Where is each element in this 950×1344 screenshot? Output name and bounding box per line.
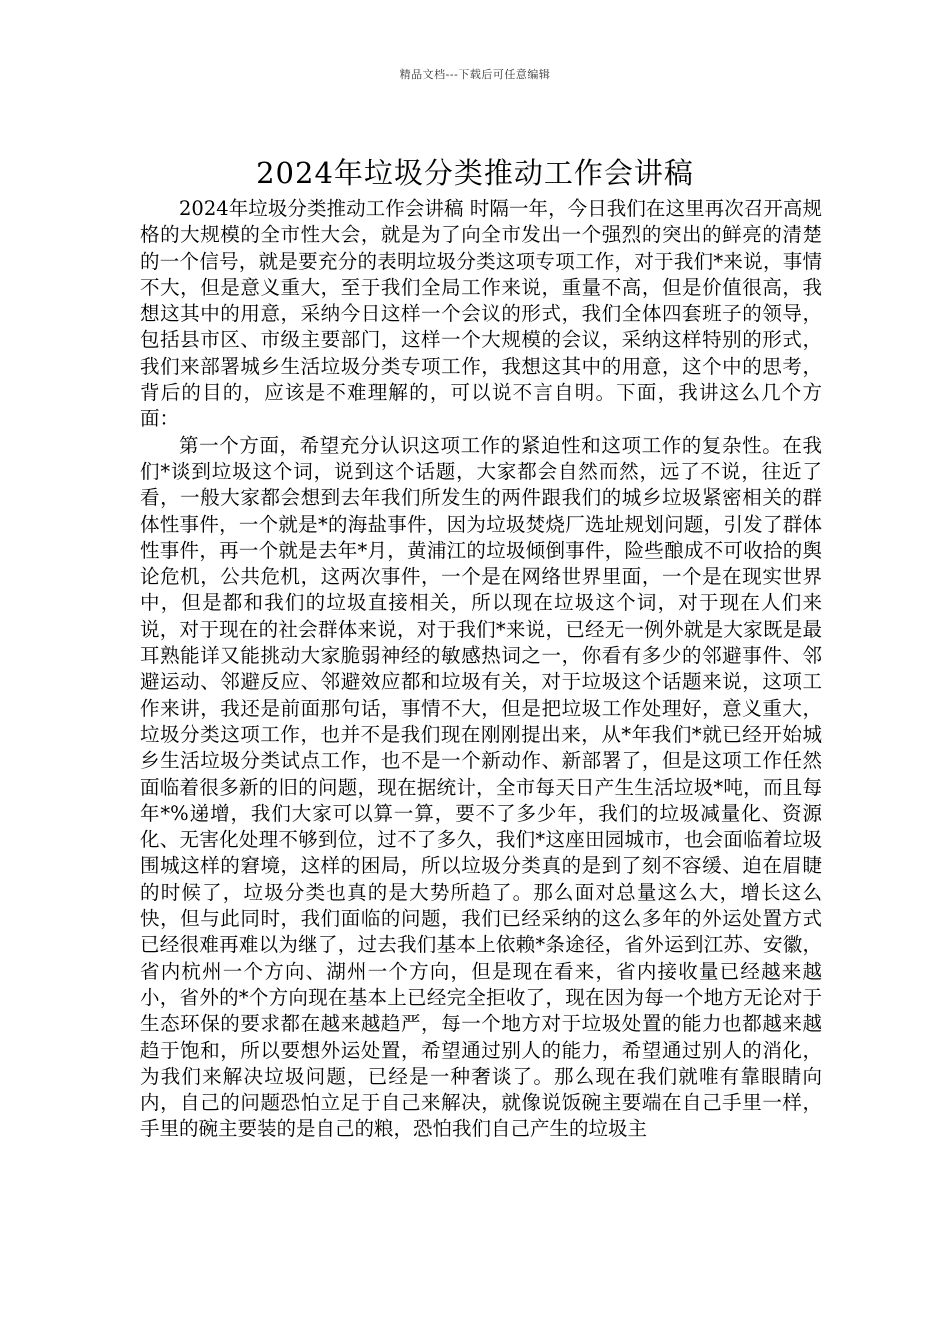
body-paragraph-intro: 2024年垃圾分类推动工作会讲稿 时隔一年，今日我们在这里再次召开高规格的大规模的全市性大会，就是为了向全市发出一个强烈的突出的鲜亮的清楚的一个信号，就是要充分的表明垃圾分类这项专项工作，对于我们*来说，事情不大，但是意义重大，至于我们全局工作来说，重量不高，但是价值很高，我想这其中的用意，采纳今日这样一个会议的形式，我们全体四套班子的领导，包括县市区、市级主要部门，这样一个大规模的会议，采纳这样特别的形式，我们来部署城乡生活垃圾分类专项工作，我想这其中的用意，这个中的思考，背后的目的，应该是不难理解的，可以说不言自明。下面，我讲这么几个方面： [140, 197, 822, 431]
page-header: 精品文档---下载后可任意编辑 [399, 68, 551, 81]
body-paragraph-section-one: 第一个方面，希望充分认识这项工作的紧迫性和这项工作的复杂性。在我们*谈到垃圾这个词，说到这个话题，大家都会自然而然，远了不说，往近了看，一般大家都会想到去年我们所发生的两件跟我们的城乡垃圾紧密相关的群体性事件，一个就是*的海盐事件，因为垃圾焚烧厂选址规划问题，引发了群体性事件，再一个就是去年*月，黄浦江的垃圾倾倒事件，险些酿成不可收拾的舆论危机，公共危机，这两次事件，一个是在网络世界里面，一个是在现实世界中，但是都和我们的垃圾直接相关，所以现在垃圾这个词，对于现在人们来说，对于现在的社会群体来说，对于我们*来说，已经无一例外就是大家既是最耳熟能详又能挑动大家脆弱神经的敏感热词之一，你看有多少的邻避事件、邻避运动、邻避反应、邻避效应都和垃圾有关，对于垃圾这个话题来说，这项工作来讲，我还是前面那句话，事情不大，但是把垃圾工作处理好，意义重大，垃圾分类这项工作，也并不是我们现在刚刚提出来，从*年我们*就已经开始城乡生活垃圾分类试点工作，也不是一个新动作、新部署了，但是这项工作任然面临着很多新的旧的问题，现在据统计，全市每天日产生生活垃圾*吨，而且每年*%递增，我们大家可以算一算，要不了多少年，我们的垃圾减量化、资源化、无害化处理不够到位，过不了多久，我们*这座田园城市，也会面临着垃圾围城这样的窘境，这样的困局，所以垃圾分类真的是到了刻不容缓、迫在眉睫的时候了，垃圾分类也真的是大势所趋了。那么面对总量这么大，增长这么快，但与此同时，我们面临的问题，我们已经采纳的这么多年的外运处置方式已经很难再难以为继了，过去我们基本上依赖*条途径，省外运到江苏、安徽，省内杭州一个方向、湖州一个方向，但是现在看来，省内接收量已经越来越小，省外的*个方向现在基本上已经完全拒收了，现在因为每一个地方无论对于生态环保的要求都在越来越趋严，每一个地方对于垃圾处置的能力也都越来越趋于饱和，所以要想外运处置，希望通过别人的能力，希望通过别人的消化，为我们来解决垃圾问题，已经是一种奢谈了。那么现在我们就唯有靠眼睛向内，自己的问题恐怕立足于自己来解决，就像说饭碗主要端在自己手里一样，手里的碗主要装的是自己的粮，恐怕我们自己产生的垃圾主 [140, 433, 822, 1141]
document-body [140, 196, 822, 1143]
document-title: 2024年垃圾分类推动工作会讲稿 [256, 156, 694, 191]
